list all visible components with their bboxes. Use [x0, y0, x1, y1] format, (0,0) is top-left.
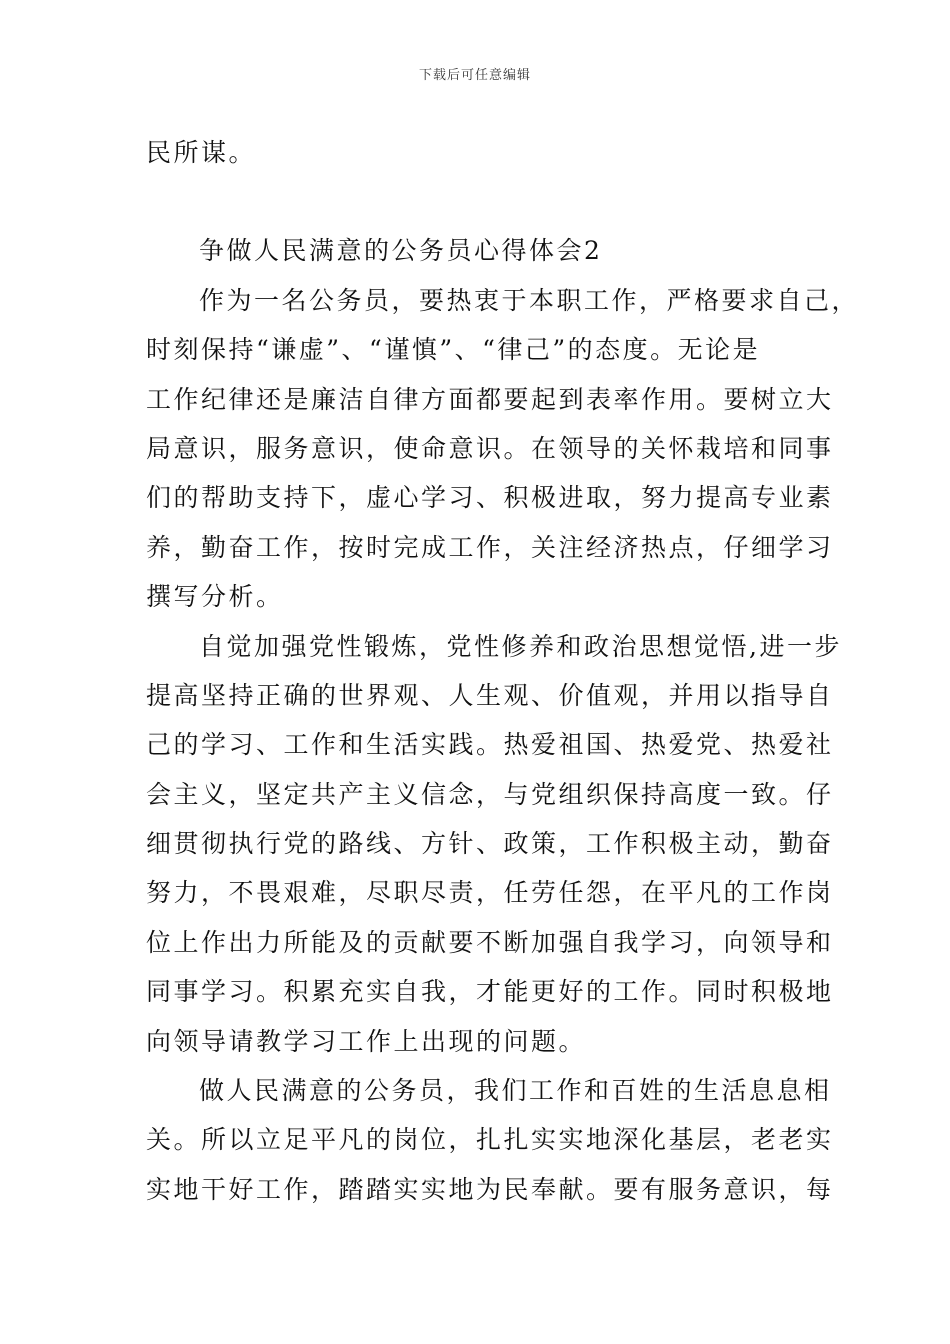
paragraph-line: 撰写分析。 — [146, 582, 284, 612]
paragraph-line: 努力，不畏艰难，尽职尽责，任劳任怨，在平凡的工作岗 — [146, 878, 834, 908]
paragraph-line: 己的学习、工作和生活实践。热爱祖国、热爱党、热爱社 — [146, 730, 834, 760]
paragraph-line: 做人民满意的公务员，我们工作和百姓的生活息息相 — [199, 1076, 832, 1106]
paragraph-2 — [146, 622, 842, 1067]
paragraph-line: 时刻保持“谦虚”、“谨慎”、“律己”的态度。无论是 — [146, 335, 761, 365]
paragraph-line: 自觉加强党性锻炼，党性修养和政治思想觉悟,进一步 — [199, 631, 842, 661]
paragraph-line: 实地干好工作，踏踏实实地为民奉献。要有服务意识，每 — [146, 1174, 834, 1204]
paragraph-line: 同事学习。积累充实自我，才能更好的工作。同时积极地 — [146, 977, 834, 1007]
section-title: 争做人民满意的公务员心得体会2 — [199, 236, 603, 266]
paragraph-1 — [146, 276, 860, 622]
paragraph-3 — [146, 1066, 834, 1214]
paragraph-line: 位上作出力所能及的贡献要不断加强自我学习，向领导和 — [146, 927, 834, 957]
paragraph-line: 们的帮助支持下，虚心学习、积极进取，努力提高专业素 — [146, 483, 834, 513]
paragraph-line: 向领导请教学习工作上出现的问题。 — [146, 1026, 587, 1056]
paragraph-line: 局意识，服务意识，使命意识。在领导的关怀栽培和同事 — [146, 433, 834, 463]
paragraph-gap — [146, 177, 811, 226]
paragraph-line: 工作纪律还是廉洁自律方面都要起到表率作用。要树立大 — [146, 384, 834, 414]
paragraph-line: 作为一名公务员，要热衷于本职工作，严格要求自己， — [199, 285, 860, 315]
paragraph-line: 会主义，坚定共产主义信念，与党组织保持高度一致。仔 — [146, 779, 834, 809]
paragraph-line: 细贯彻执行党的路线、方针、政策，工作积极主动，勤奋 — [146, 829, 834, 859]
document-body — [146, 128, 860, 1214]
paragraph-line: 养，勤奋工作，按时完成工作，关注经济热点，仔细学习 — [146, 532, 834, 562]
paragraph-line: 提高坚持正确的世界观、人生观、价值观，并用以指导自 — [146, 680, 834, 710]
page-header: 下载后可任意编辑 — [418, 68, 531, 83]
carryover-line: 民所谋。 — [146, 138, 257, 167]
paragraph-line: 关。所以立足平凡的岗位，扎扎实实地深化基层，老老实 — [146, 1125, 834, 1155]
